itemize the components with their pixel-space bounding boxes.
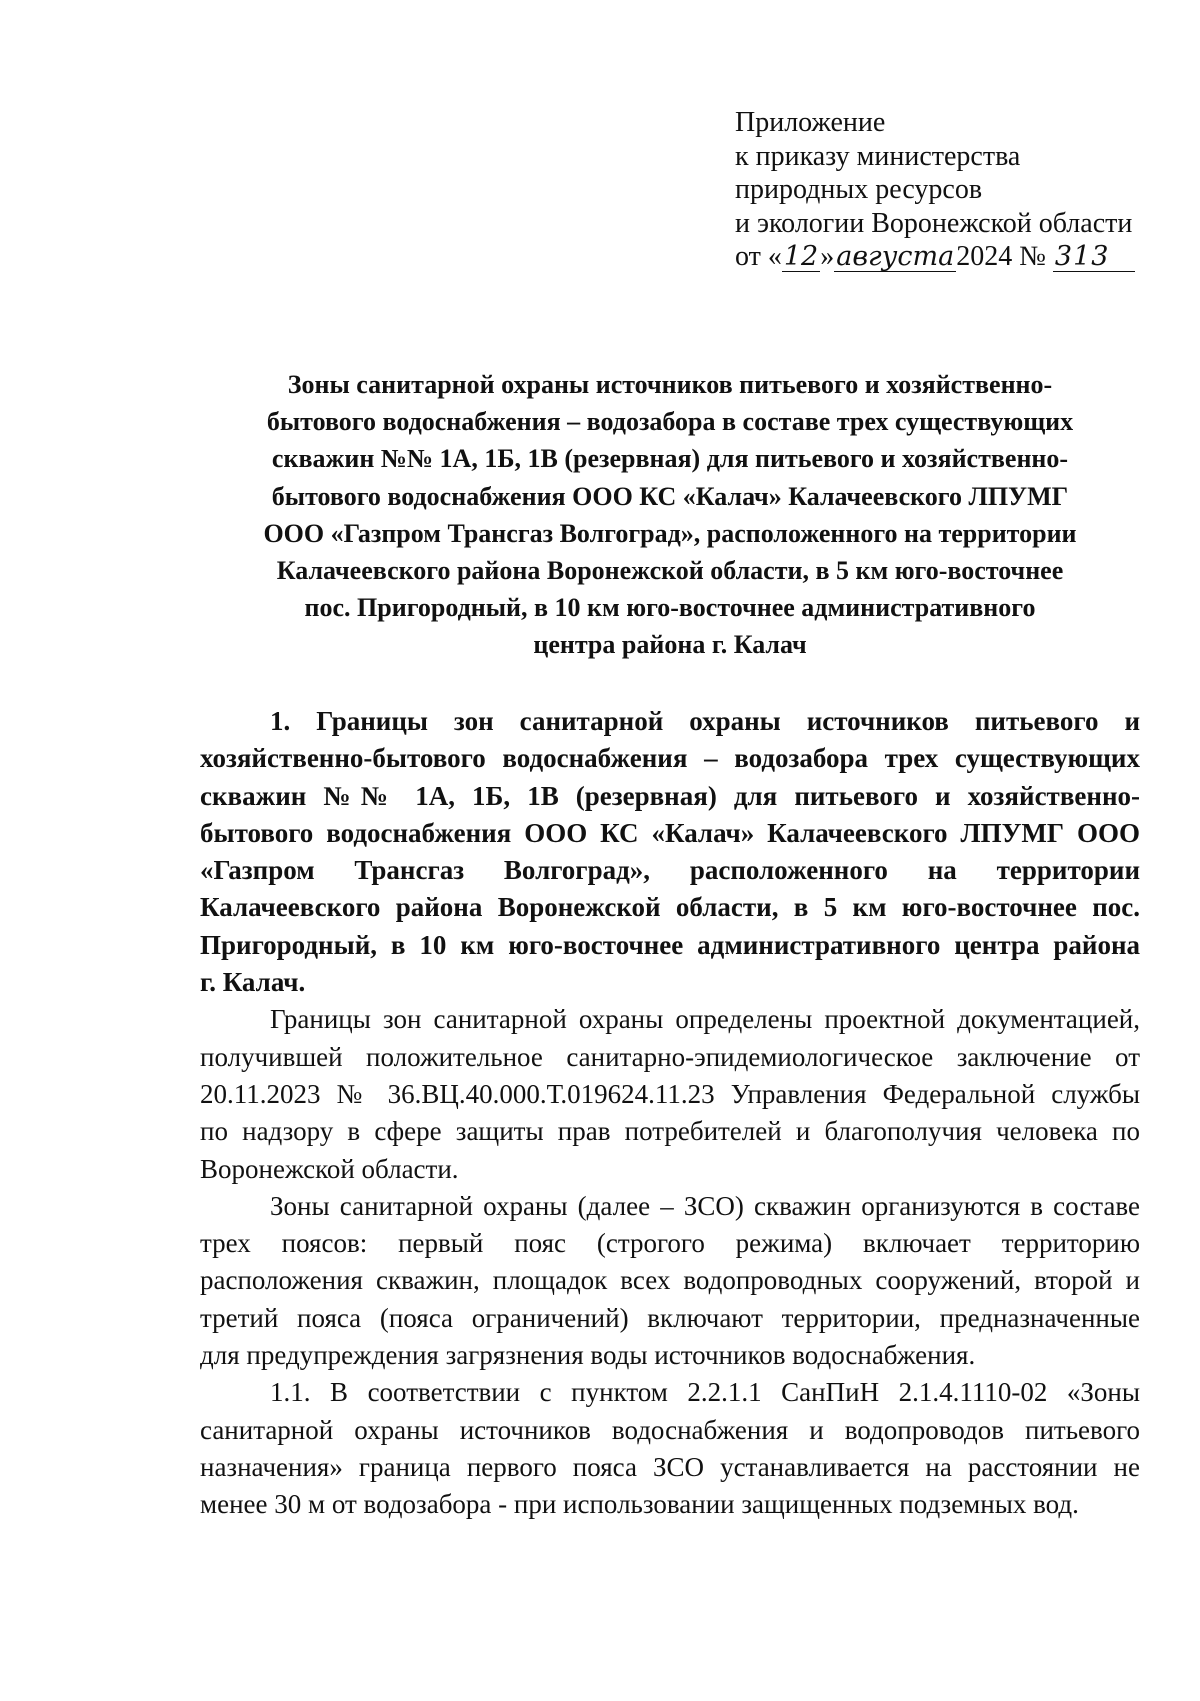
text-line: Зоны санитарной охраны (далее – ЗСО) скважин организуются в составе <box>270 1190 1140 1221</box>
text-line: 1.1. В соответствии с пунктом 2.2.1.1 СанПиН 2.1.4.1110-02 «Зоны <box>270 1377 1140 1408</box>
text-line: третий пояса (пояса ограничений) включают территории, предназначенные <box>200 1302 1140 1333</box>
text-line: 1. Границы зон санитарной охраны источников питьевого и <box>270 706 1140 736</box>
paragraph-boundaries-basis <box>200 1001 1140 1187</box>
title-line: скважин №№ 1А, 1Б, 1В (резервная) для питьевого и хозяйственно- <box>271 444 1069 474</box>
appendix-line: природных ресурсов <box>735 174 983 205</box>
text-line: 20.11.2023 № 36.ВЦ.40.000.Т.019624.11.23 Управления Федеральной службы <box>200 1078 1140 1109</box>
title-line: пос. Пригородный, в 10 км юго-восточнее административного <box>304 593 1036 623</box>
title-line: бытового водоснабжения ООО КС «Калач» Калачеевского ЛПУМГ <box>271 481 1069 511</box>
title-line: Калачеевского района Воронежской области, в 5 км юго-восточнее <box>276 556 1064 586</box>
appendix-block <box>735 106 1155 274</box>
text-line: Воронежской области. <box>200 1153 459 1184</box>
text-line: менее 30 м от водозабора - при использовании защищенных подземных вод. <box>200 1489 1079 1520</box>
document-title <box>200 366 1140 664</box>
text-line: бытового водоснабжения ООО КС «Калач» Калачеевского ЛПУМГ ООО <box>200 817 1140 848</box>
text-line: «Газпром Трансгаз Волгоград», расположенного на территории <box>200 855 1140 886</box>
text-line: для предупреждения загрязнения воды источников водоснабжения. <box>200 1340 976 1371</box>
handwritten-month: августа <box>836 241 955 272</box>
appendix-line: и экологии Воронежской области <box>735 207 1133 239</box>
text-line: Калачеевского района Воронежской области, в 5 км юго-восточнее пос. <box>200 892 1140 923</box>
title-line: бытового водоснабжения – водозабора в составе трех существующих <box>266 407 1074 437</box>
title-line: Зоны санитарной охраны источников питьевого и хозяйственно- <box>287 370 1053 399</box>
text-line: Границы зон санитарной охраны определены проектной документацией, <box>270 1004 1140 1035</box>
paragraph-zso-belts <box>200 1188 1140 1374</box>
section-1-heading <box>200 703 1140 1001</box>
date-mid: » <box>820 241 835 272</box>
text-line: по надзору в сфере защиты прав потребителей и благополучия человека по <box>200 1116 1140 1147</box>
order-date-line <box>735 240 1155 274</box>
handwritten-order-number: 313 <box>1053 243 1135 272</box>
text-line: назначения» граница первого пояса ЗСО устанавливается на расстоянии не <box>200 1451 1140 1482</box>
text-line: расположения скважин, площадок всех водопроводных сооружений, второй и <box>200 1265 1140 1296</box>
text-line: г. Калач. <box>200 967 306 998</box>
paragraph-1-1 <box>200 1374 1140 1523</box>
title-line: ООО «Газпром Трансгаз Волгоград», расположенного на территории <box>263 518 1077 548</box>
text-line: санитарной охраны источников водоснабжения и водопроводов питьевого <box>200 1414 1140 1445</box>
date-prefix: от « <box>735 241 782 272</box>
handwritten-day: 12 <box>783 241 819 272</box>
title-line: центра района г. Калач <box>533 630 807 660</box>
text-line: Пригородный, в 10 км юго-восточнее административного центра района <box>200 929 1140 960</box>
text-line: хозяйственно-бытового водоснабжения – водозабора трех существующих <box>200 743 1140 774</box>
document-body <box>200 703 1140 1524</box>
text-line: скважин №№ 1А, 1Б, 1В (резервная) для питьевого и хозяйственно- <box>200 780 1140 811</box>
text-line: получившей положительное санитарно-эпидемиологическое заключение от <box>200 1041 1140 1072</box>
appendix-line: Приложение <box>735 107 886 138</box>
appendix-line: к приказу министерства <box>735 140 1021 172</box>
text-line: трех поясов: первый пояс (строгого режима) включает территорию <box>200 1228 1140 1259</box>
date-year: 2024 № <box>956 241 1046 272</box>
